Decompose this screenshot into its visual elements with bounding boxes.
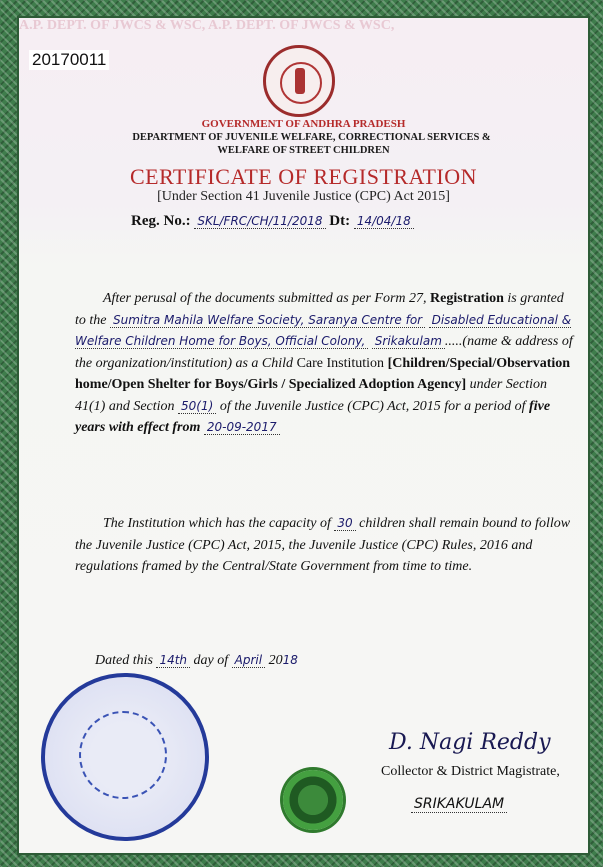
registration-line	[131, 213, 414, 230]
dated-line: Dated this 14th day of April 2018	[95, 653, 298, 668]
section-number: 50(1)	[178, 399, 216, 414]
organization-place: Srikakulam	[372, 334, 445, 349]
government-heading: GOVERNMENT OF ANDHRA PRADESH	[201, 118, 406, 130]
effect-date: 20-09-2017	[204, 420, 280, 435]
government-emblem-icon	[263, 45, 335, 117]
capacity-paragraph: The Institution which has the capacity of 30 children shall remain bound to follow the Juvenile Justice (CPC) Act, 2015, the Juvenile Justice (CPC) Rules, 2016 and regulations framed by the Central/State Government from time to time.	[75, 516, 571, 574]
dated-month: April	[232, 653, 265, 668]
organization-name: Sumitra Mahila Welfare Society, Saranya Centre for	[110, 313, 425, 328]
certificate-title: CERTIFICATE OF REGISTRATION	[129, 164, 478, 189]
dated-day: 14th	[156, 653, 190, 668]
registration-paragraph: After perusal of the documents submitted as per Form 27, Registration is granted to the Sumitra Mahila Welfare Society, Saranya Centre for Disabled Educational & Welfare Children Home for Boys, Official Colony, Srikakulam .....(name & address of the organization/institution) as a Child Care Institution [Children/Special/Observation home/Open Shelter for Boys/Girls / Specialized Adoption Agency] under Section 41(1) and Section 50(1) of the Juvenile Justice (CPC) Act, 2015 for a period of five years with effect from 20-09-2017	[75, 291, 573, 435]
certificate-paper	[17, 16, 590, 855]
collector-designation: Collector & District Magistrate,	[381, 764, 560, 779]
department-heading-line2: WELFARE OF STREET CHILDREN	[217, 145, 390, 156]
official-seal-icon	[41, 673, 209, 841]
reg-date: 14/04/18	[354, 214, 414, 229]
reg-label: Reg. No.:	[131, 213, 191, 229]
capacity-value: 30	[334, 516, 355, 531]
collector-signature: D. Nagi Reddy	[389, 730, 551, 755]
green-seal-icon	[283, 770, 343, 830]
watermark-band: A.P. DEPT. OF JWCS & WSC, A.P. DEPT. OF JWCS & WSC,	[19, 18, 395, 33]
serial-number: 20170011	[29, 50, 109, 70]
institution-category: [Children/Special/Observation home/Open Shelter for Boys/Girls / Specialized Adoption Agency]	[75, 355, 571, 392]
district-name: SRIKAKULAM	[411, 796, 507, 813]
certificate-subtitle: [Under Section 41 Juvenile Justice (CPC) Act 2015]	[157, 189, 450, 204]
reg-number: SKL/FRC/CH/11/2018	[194, 214, 325, 229]
department-heading-line1: DEPARTMENT OF JUVENILE WELFARE, CORRECTIONAL SERVICES &	[132, 132, 491, 143]
dated-year: 18	[282, 653, 298, 667]
date-label: Dt:	[329, 213, 351, 229]
